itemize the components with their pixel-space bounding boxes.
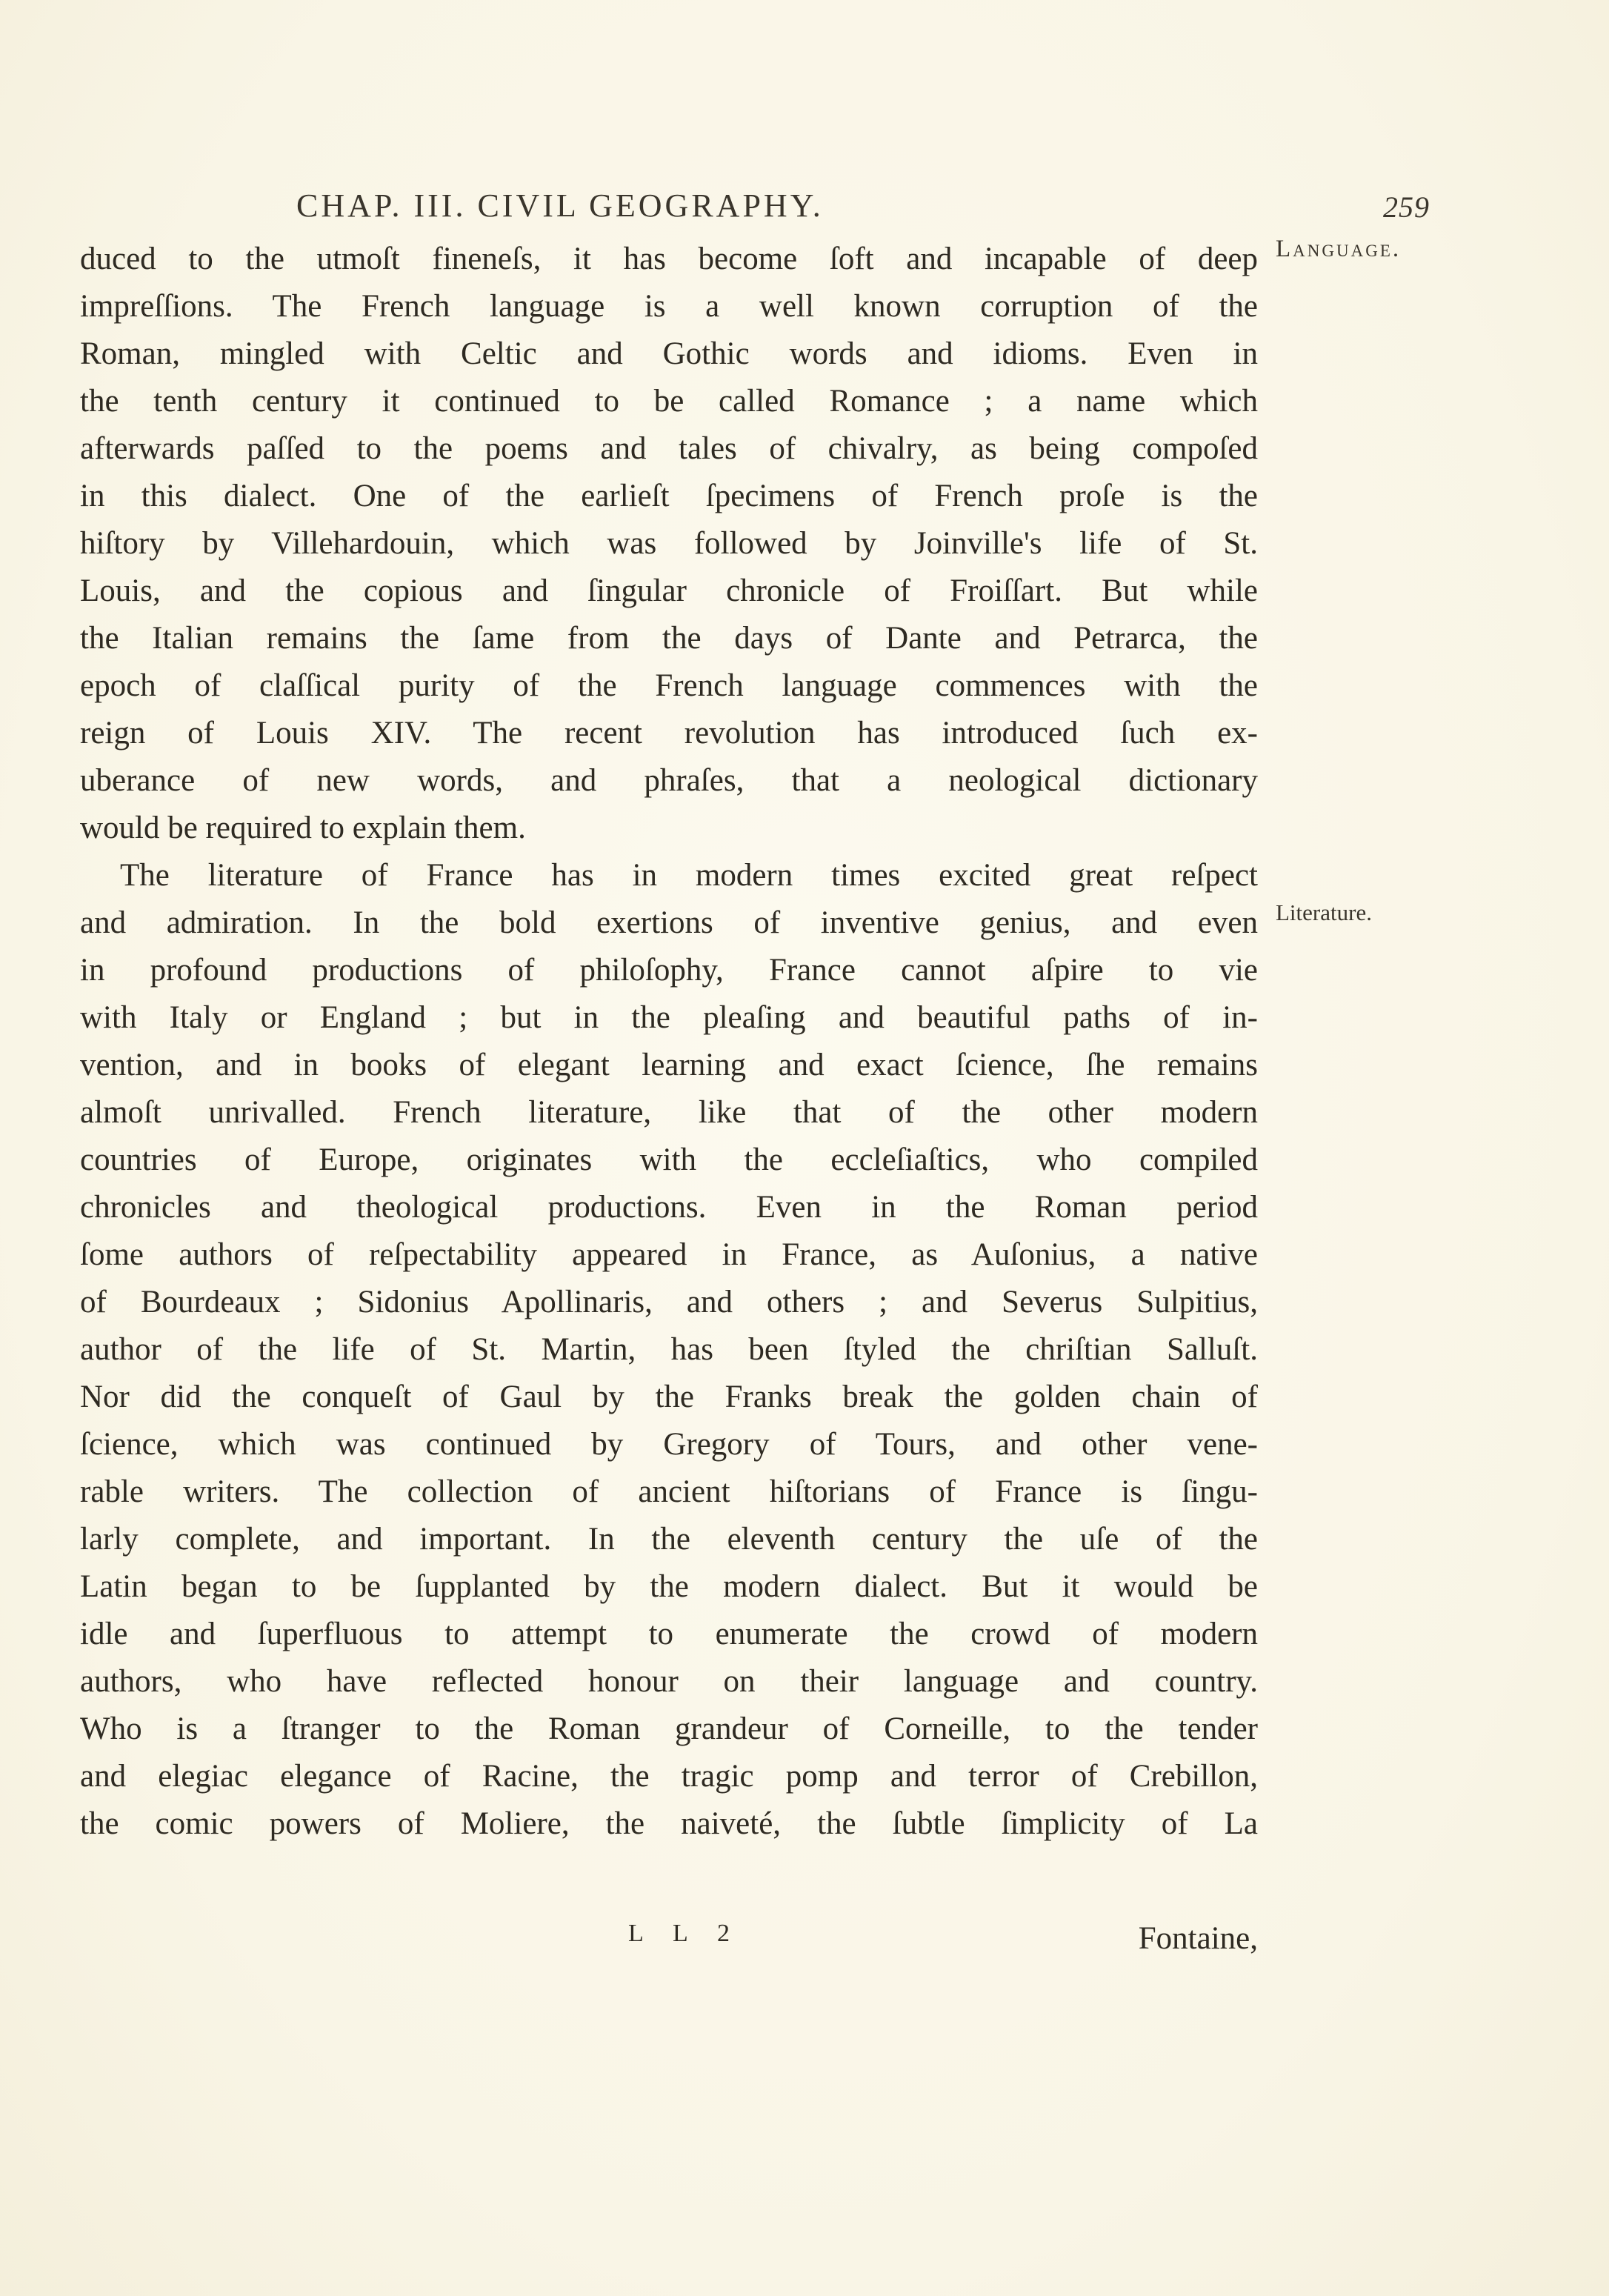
text-line: authors, who have reflected honour on their language and country. <box>80 1664 1258 1699</box>
text-line: epoch of claſſical purity of the French language commences with the <box>80 668 1258 703</box>
page-footer <box>80 1915 1258 1963</box>
text-line: ſcience, which was continued by Gregory of Tours, and other vene- <box>80 1427 1258 1462</box>
page-number: 259 <box>1383 190 1430 224</box>
text-line: and elegiac elegance of Racine, the tragic pomp and terror of Crebillon, <box>80 1759 1258 1794</box>
text-line: larly complete, and important. In the eleventh century the uſe of the <box>80 1522 1258 1557</box>
text-line: Louis, and the copious and ſingular chronicle of Froiſſart. But while <box>80 573 1258 608</box>
text-line: Nor did the conqueſt of Gaul by the Franks break the golden chain of <box>80 1380 1258 1414</box>
text-line: in this dialect. One of the earlieſt ſpecimens of French proſe is the <box>80 479 1258 513</box>
text-line: in profound productions of philoſophy, France cannot aſpire to vie <box>80 953 1258 988</box>
signature-mark: L L 2 <box>628 1920 742 1947</box>
body-text <box>80 236 1258 1848</box>
paragraph-end-line: would be required to explain them. <box>80 811 526 845</box>
running-head <box>296 187 1430 231</box>
text-line: and admiration. In the bold exertions of inventive genius, and even <box>80 905 1258 940</box>
text-line: hiſtory by Villehardouin, which was followed by Joinville's life of St. <box>80 526 1258 561</box>
text-line: Roman, mingled with Celtic and Gothic words and idioms. Even in <box>80 336 1258 371</box>
text-line: afterwards paſſed to the poems and tales of chivalry, as being compoſed <box>80 431 1258 466</box>
text-line: duced to the utmoſt fineneſs, it has become ſoft and incapable of deep <box>80 242 1258 276</box>
margin-note-literature: Literature. <box>1276 899 1372 925</box>
text-line: the tenth century it continued to be called Romance ; a name which <box>80 384 1258 419</box>
text-line: idle and ſuperfluous to attempt to enumerate the crowd of modern <box>80 1617 1258 1651</box>
text-line: countries of Europe, originates with the eccleſiaſtics, who compiled <box>80 1142 1258 1177</box>
text-line: the comic powers of Moliere, the naiveté, the ſubtle ſimplicity of La <box>80 1806 1258 1841</box>
text-line: Who is a ſtranger to the Roman grandeur of Corneille, to the tender <box>80 1711 1258 1746</box>
margin-note-language: Language. <box>1276 236 1402 262</box>
text-line: almoſt unrivalled. French literature, like that of the other modern <box>80 1095 1258 1130</box>
paragraph-start-line: The literature of France has in modern times excited great reſpect <box>120 858 1258 893</box>
catchword: Fontaine, <box>1138 1921 1258 1956</box>
text-line: Latin began to be ſupplanted by the modern dialect. But it would be <box>80 1569 1258 1604</box>
text-line: impreſſions. The French language is a well known corruption of the <box>80 289 1258 324</box>
text-line: of Bourdeaux ; Sidonius Apollinaris, and others ; and Severus Sulpitius, <box>80 1285 1258 1320</box>
text-line: the Italian remains the ſame from the days of Dante and Petrarca, the <box>80 621 1258 656</box>
text-line: ſome authors of reſpectability appeared in France, as Auſonius, a native <box>80 1237 1258 1272</box>
text-line: chronicles and theological productions. Even in the Roman period <box>80 1190 1258 1225</box>
chapter-title: CHAP. III. CIVIL GEOGRAPHY. <box>296 187 824 224</box>
text-line: reign of Louis XIV. The recent revolution has introduced ſuch ex- <box>80 716 1258 751</box>
text-line: uberance of new words, and phraſes, that a neological dictionary <box>80 763 1258 798</box>
text-line: author of the life of St. Martin, has been ſtyled the chriſtian Salluſt. <box>80 1332 1258 1367</box>
text-line: rable writers. The collection of ancient hiſtorians of France is ſingu- <box>80 1474 1258 1509</box>
text-line: vention, and in books of elegant learning and exact ſcience, ſhe remains <box>80 1048 1258 1082</box>
text-line: with Italy or England ; but in the pleaſing and beautiful paths of in- <box>80 1000 1258 1035</box>
